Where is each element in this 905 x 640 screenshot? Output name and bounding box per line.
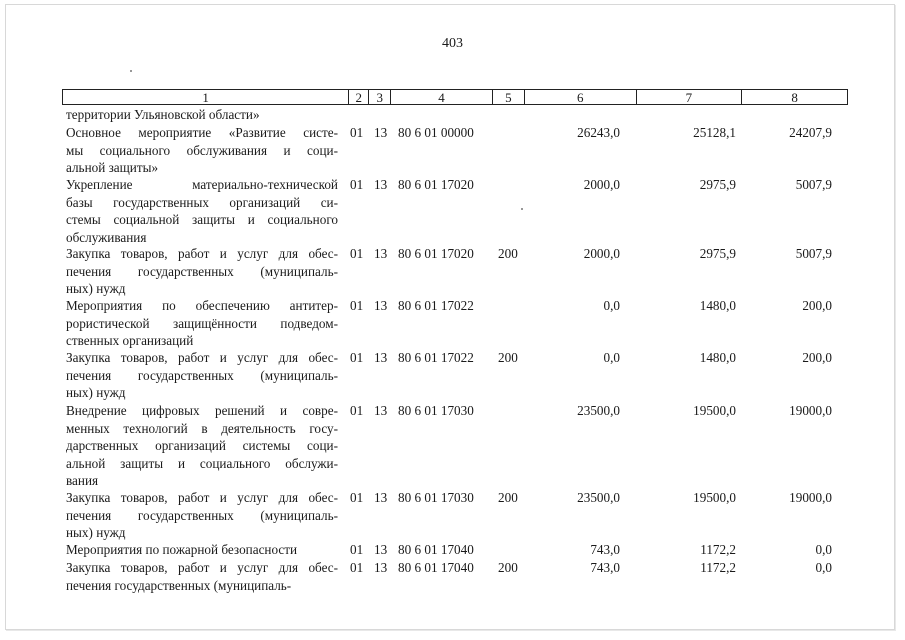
header-col-5: 5 — [492, 90, 524, 104]
row-subsection: 13 — [374, 350, 388, 365]
row-name-line: Основное мероприятие «Развитие систе- — [66, 125, 338, 140]
header-col-8: 8 — [741, 90, 847, 104]
row-value-col6: 743,0 — [590, 560, 620, 575]
row-name-line: печения государственных (муниципаль- — [66, 507, 338, 523]
row-value-col8: 0,0 — [815, 542, 832, 557]
row-value-col7: 1172,2 — [700, 560, 736, 575]
row-name-line: рористической защищённости подведом- — [66, 315, 338, 331]
row-name-line: ных) нужд — [66, 281, 126, 296]
row-value-col8: 5007,9 — [795, 177, 832, 192]
row-target-article: 80 6 01 17040 — [398, 560, 474, 575]
row-target-article: 80 6 01 17020 — [398, 246, 474, 261]
row-subsection: 13 — [374, 246, 388, 261]
row-name-line: Укрепление материально-технической — [66, 177, 338, 192]
row-section: 01 — [350, 403, 364, 418]
row-value-col8: 19000,0 — [789, 490, 832, 505]
page-number: 403 — [442, 36, 463, 51]
header-col-4: 4 — [390, 90, 492, 104]
row-expense-type: 200 — [498, 490, 518, 505]
row-value-col6: 0,0 — [603, 350, 620, 365]
row-section: 01 — [350, 490, 364, 505]
row-target-article: 80 6 01 17030 — [398, 403, 474, 418]
row-section: 01 — [350, 560, 364, 575]
row-value-col7: 2975,9 — [699, 246, 736, 261]
row-name-line: стемы социальной защиты и социального — [66, 212, 338, 227]
row-section: 01 — [350, 177, 364, 192]
row-section: 01 — [350, 298, 364, 313]
row-value-col6: 0,0 — [603, 298, 620, 313]
row-name-line: ных) нужд — [66, 525, 126, 540]
row-value-col8: 200,0 — [802, 350, 832, 365]
row-expense-type: 200 — [498, 560, 518, 575]
row-name — [66, 245, 338, 298]
row-section: 01 — [350, 542, 364, 557]
row-name-line: альной защиты и социального обслужи- — [66, 455, 338, 471]
row-value-col7: 25128,1 — [693, 125, 736, 140]
row-name — [66, 297, 338, 350]
row-value-col6: 2000,0 — [583, 177, 620, 192]
row-value-col6: 26243,0 — [577, 125, 620, 140]
row-section: 01 — [350, 125, 364, 140]
row-subsection: 13 — [374, 542, 388, 557]
row-target-article: 80 6 01 00000 — [398, 125, 474, 140]
row-target-article: 80 6 01 17020 — [398, 177, 474, 192]
row-value-col8: 5007,9 — [795, 246, 832, 261]
row-name-line: вания — [66, 473, 99, 488]
scan-speck — [521, 208, 523, 210]
row-name-line: альной защиты» — [66, 160, 159, 175]
row-subsection: 13 — [374, 298, 388, 313]
row-value-col6: 2000,0 — [583, 246, 620, 261]
scan-speck — [130, 70, 132, 72]
row-name — [66, 559, 338, 594]
header-col-2: 2 — [348, 90, 368, 104]
row-name-line: Закупка товаров, работ и услуг для обес- — [66, 350, 338, 365]
row-expense-type: 200 — [498, 246, 518, 261]
row-section: 01 — [350, 246, 364, 261]
row-name — [66, 402, 338, 490]
row-name-line: Закупка товаров, работ и услуг для обес- — [66, 490, 338, 505]
row-name-line: ных) нужд — [66, 385, 126, 400]
row-subsection: 13 — [374, 177, 388, 192]
row-name-line: печения государственных (муниципаль- — [66, 577, 292, 593]
row-value-col7: 19500,0 — [693, 403, 736, 418]
row-name-line: Мероприятия по пожарной безопасности — [66, 542, 298, 557]
continuation-text: территории Ульяновской области» — [66, 107, 260, 122]
row-subsection: 13 — [374, 490, 388, 505]
row-name-line: печения государственных (муниципаль- — [66, 263, 338, 279]
row-name-line: мы социального обслуживания и соци- — [66, 142, 338, 158]
row-target-article: 80 6 01 17030 — [398, 490, 474, 505]
row-name — [66, 124, 338, 177]
row-value-col6: 743,0 — [590, 542, 620, 557]
row-value-col7: 1480,0 — [699, 298, 736, 313]
row-name-line: базы государственных организаций си- — [66, 194, 338, 210]
row-value-col7: 1480,0 — [699, 350, 736, 365]
row-value-col7: 19500,0 — [693, 490, 736, 505]
row-name — [66, 349, 338, 402]
row-name-line: менных технологий в деятельность госу- — [66, 420, 338, 436]
row-value-col7: 2975,9 — [699, 177, 736, 192]
row-section: 01 — [350, 350, 364, 365]
row-subsection: 13 — [374, 560, 388, 575]
row-expense-type: 200 — [498, 350, 518, 365]
row-name-line: обслуживания — [66, 229, 147, 245]
row-subsection: 13 — [374, 125, 388, 140]
row-name — [66, 176, 338, 246]
row-value-col8: 24207,9 — [789, 125, 832, 140]
row-name-line: печения государственных (муниципаль- — [66, 367, 338, 383]
row-name — [66, 489, 338, 542]
row-value-col6: 23500,0 — [577, 490, 620, 505]
row-value-col6: 23500,0 — [577, 403, 620, 418]
row-name-line: дарственных организаций системы соци- — [66, 438, 338, 453]
row-name-line: Закупка товаров, работ и услуг для обес- — [66, 246, 338, 261]
table-header-row — [62, 89, 848, 105]
row-name-line: Мероприятия по обеспечению антитер- — [66, 298, 338, 313]
header-col-6: 6 — [524, 90, 636, 104]
row-name-line: Закупка товаров, работ и услуг для обес- — [66, 560, 338, 575]
row-subsection: 13 — [374, 403, 388, 418]
row-name-line: ственных организаций — [66, 333, 194, 348]
row-value-col7: 1172,2 — [700, 542, 736, 557]
header-col-7: 7 — [636, 90, 742, 104]
row-value-col8: 0,0 — [815, 560, 832, 575]
row-target-article: 80 6 01 17022 — [398, 298, 474, 313]
row-target-article: 80 6 01 17040 — [398, 542, 474, 557]
row-name-line: Внедрение цифровых решений и совре- — [66, 403, 338, 418]
row-name — [66, 541, 338, 559]
row-value-col8: 19000,0 — [789, 403, 832, 418]
row-value-col8: 200,0 — [802, 298, 832, 313]
row-target-article: 80 6 01 17022 — [398, 350, 474, 365]
header-col-3: 3 — [368, 90, 390, 104]
header-col-1: 1 — [202, 90, 209, 105]
